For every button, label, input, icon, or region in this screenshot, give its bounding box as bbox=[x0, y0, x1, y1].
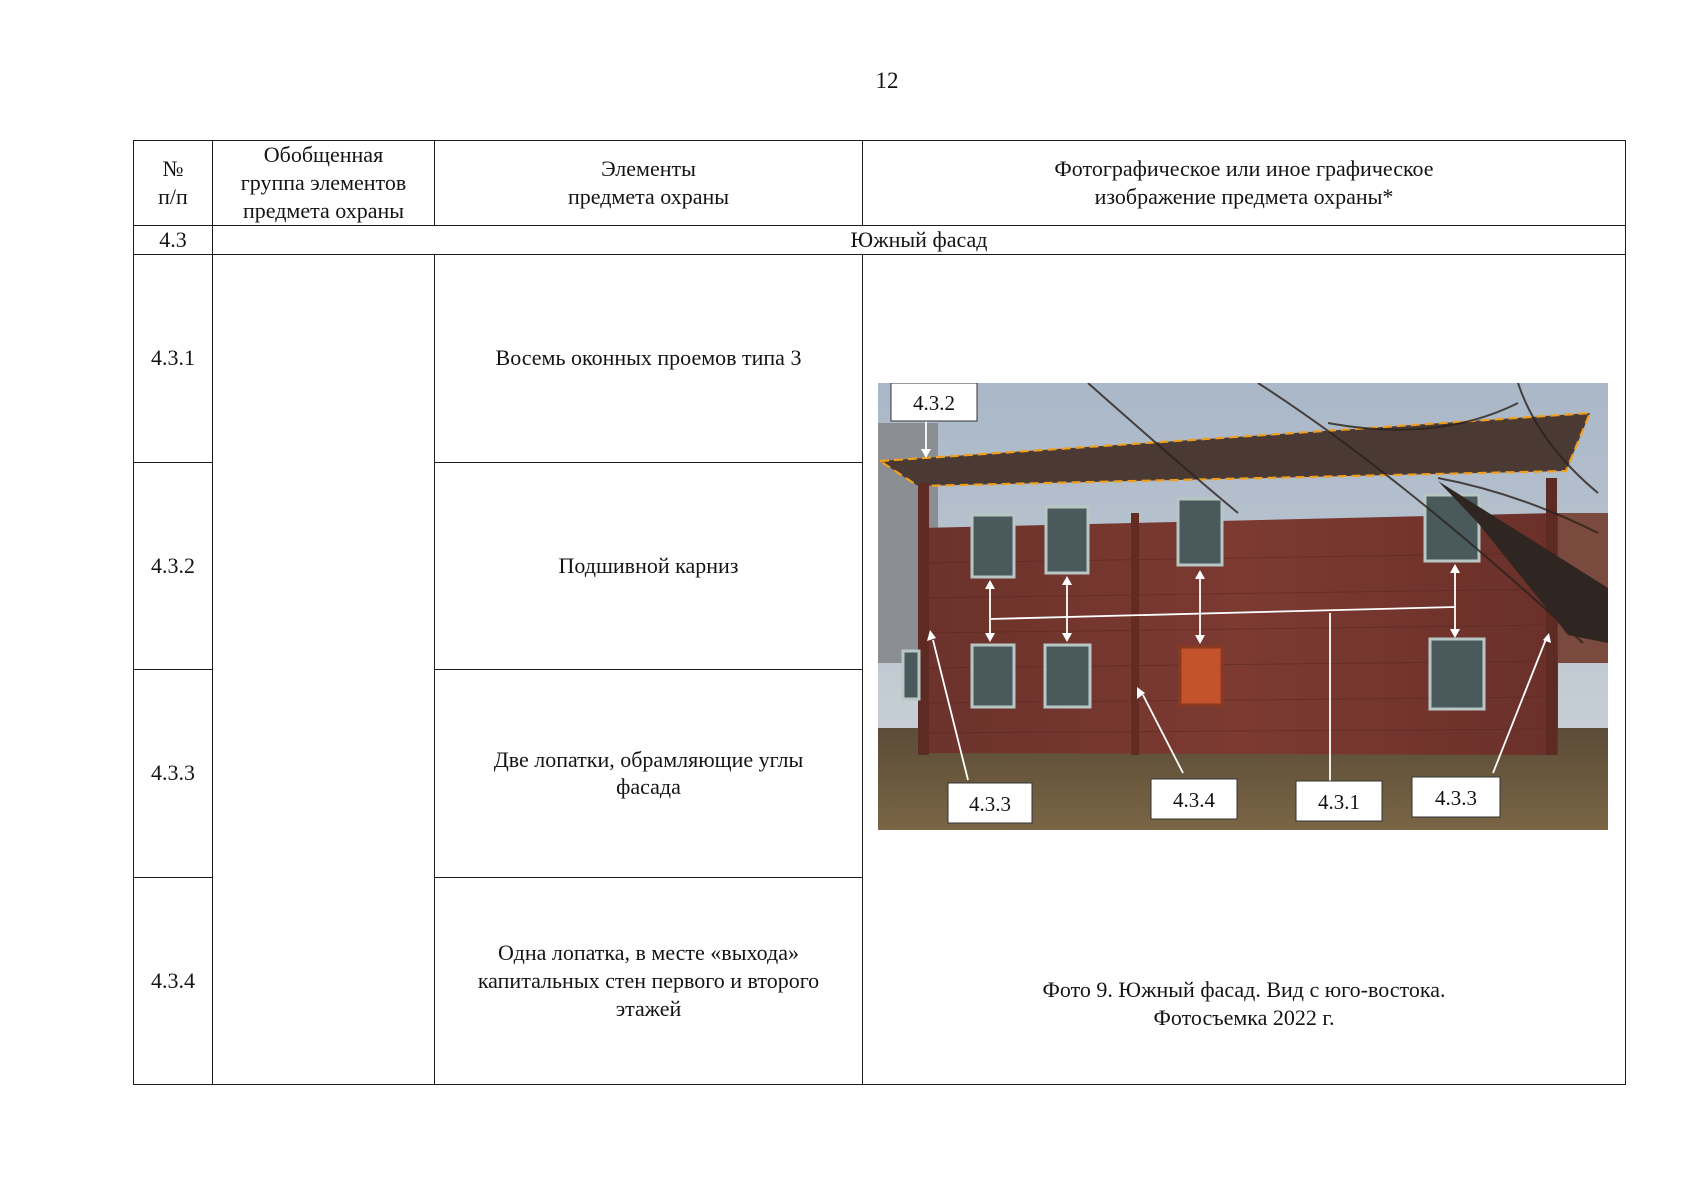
header-num: № п/п bbox=[134, 141, 213, 226]
pilaster-left bbox=[918, 483, 929, 755]
label-pilaster-right bbox=[1412, 777, 1500, 817]
header-image: Фотографическое или иное графическое изображение предмета охраны* bbox=[863, 141, 1626, 226]
section-row bbox=[134, 226, 1626, 255]
row-num: 4.3.3 bbox=[134, 670, 213, 878]
boarded-window bbox=[1180, 647, 1222, 705]
header-elements: Элементы предмета охраны bbox=[435, 141, 863, 226]
row-element: Восемь оконных проемов типа 3 bbox=[435, 255, 863, 463]
label-pilaster-middle-text: 4.3.4 bbox=[1173, 788, 1215, 812]
group-cell bbox=[213, 255, 435, 1085]
table-row bbox=[134, 255, 1626, 463]
page-number: 12 bbox=[875, 68, 899, 93]
label-windows-text: 4.3.1 bbox=[1318, 790, 1360, 814]
window bbox=[1046, 507, 1088, 573]
pilaster-middle bbox=[1131, 513, 1139, 755]
photo-caption: Фото 9. Южный фасад. Вид с юго-востока. Фотосъемка 2022 г. bbox=[1042, 977, 1446, 1031]
header-group: Обобщенная группа элементов предмета охраны bbox=[213, 141, 435, 226]
facade-photo bbox=[878, 383, 1608, 830]
window bbox=[972, 645, 1014, 707]
label-pilaster-middle bbox=[1151, 779, 1237, 819]
row-element: Одна лопатка, в месте «выхода» капитальных стен первого и второго этажей bbox=[435, 877, 863, 1085]
label-pilaster-left bbox=[948, 783, 1032, 823]
window bbox=[1045, 645, 1090, 707]
row-element: Подшивной карниз bbox=[435, 462, 863, 670]
row-num: 4.3.1 bbox=[134, 255, 213, 463]
window bbox=[1430, 639, 1484, 709]
section-num: 4.3 bbox=[134, 226, 213, 255]
section-title: Южный фасад bbox=[213, 226, 1626, 255]
label-cornice bbox=[891, 383, 977, 421]
window bbox=[972, 515, 1014, 577]
label-pilaster-left-text: 4.3.3 bbox=[969, 792, 1011, 816]
photo-cell bbox=[863, 255, 1626, 1085]
label-windows bbox=[1296, 781, 1382, 821]
label-cornice-text: 4.3.2 bbox=[913, 391, 955, 415]
window bbox=[1178, 499, 1222, 565]
protection-subject-table bbox=[133, 140, 1626, 1085]
row-num: 4.3.2 bbox=[134, 462, 213, 670]
table-header-row bbox=[134, 141, 1626, 226]
label-pilaster-right-text: 4.3.3 bbox=[1435, 786, 1477, 810]
row-element: Две лопатки, обрамляющие углы фасада bbox=[435, 670, 863, 878]
row-num: 4.3.4 bbox=[134, 877, 213, 1085]
window bbox=[903, 651, 919, 699]
